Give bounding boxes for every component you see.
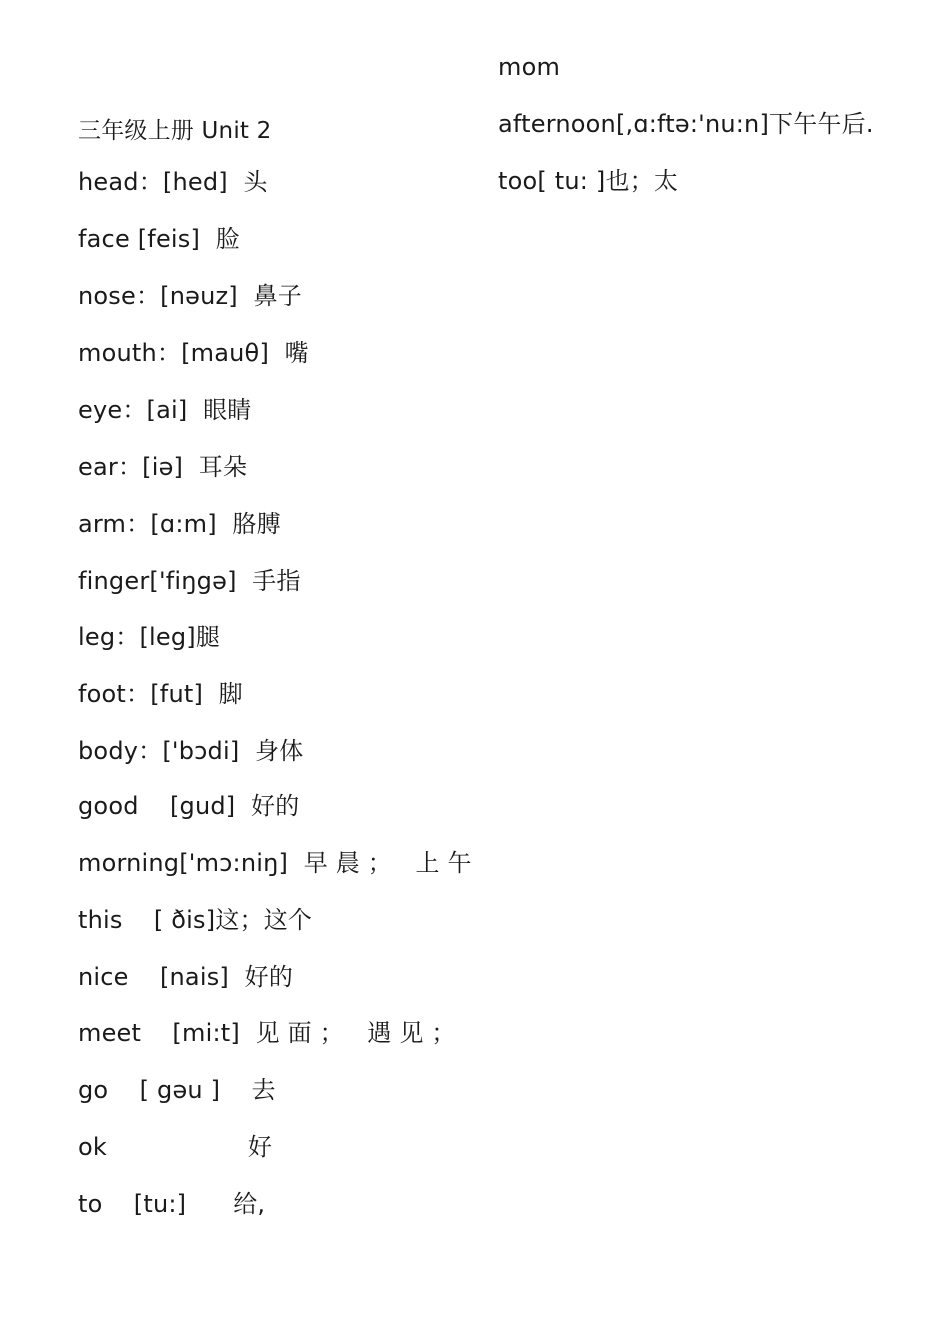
vocab-entry: finger['fiŋgə] 手指: [78, 567, 301, 595]
vocab-entry: body：['bɔdi] 身体: [78, 737, 304, 765]
vocab-entry: mom: [498, 53, 561, 81]
vocab-entry: meet [mi:t] 见 面 ； 遇 见 ；: [78, 1019, 456, 1047]
vocab-entry: afternoon[,ɑ:ftə:'nu:n]下午午后.: [498, 110, 874, 138]
vocab-entry: foot：[fut] 脚: [78, 680, 243, 708]
unit-title: 三年级上册 Unit 2: [78, 118, 272, 144]
vocab-entry: eye：[ai] 眼睛: [78, 396, 252, 424]
vocab-entry: go [ gəu ] 去: [78, 1076, 276, 1104]
vocab-entry: nose：[nəuz] 鼻子: [78, 282, 302, 310]
vocab-entry: morning['mɔ:niŋ] 早 晨 ； 上 午: [78, 849, 472, 877]
vocab-entry: too[ tu: ]也；太: [498, 167, 679, 195]
vocab-entry: ok 好: [78, 1133, 273, 1161]
vocab-entry: arm：[ɑ:m] 胳膊: [78, 510, 281, 538]
vocab-entry: leg：[leg]腿: [78, 623, 221, 651]
vocab-entry: this [ ðis]这；这个: [78, 906, 313, 934]
vocab-entry: to [tu:] 给,: [78, 1190, 266, 1218]
vocab-entry: ear：[iə] 耳朵: [78, 453, 248, 481]
vocab-entry: mouth：[mauθ] 嘴: [78, 339, 309, 367]
vocab-entry: good [gud] 好的: [78, 792, 300, 820]
vocab-entry: nice [nais] 好的: [78, 963, 294, 991]
vocab-entry: face [feis] 脸: [78, 225, 240, 253]
vocab-entry: head：[hed] 头: [78, 168, 268, 196]
